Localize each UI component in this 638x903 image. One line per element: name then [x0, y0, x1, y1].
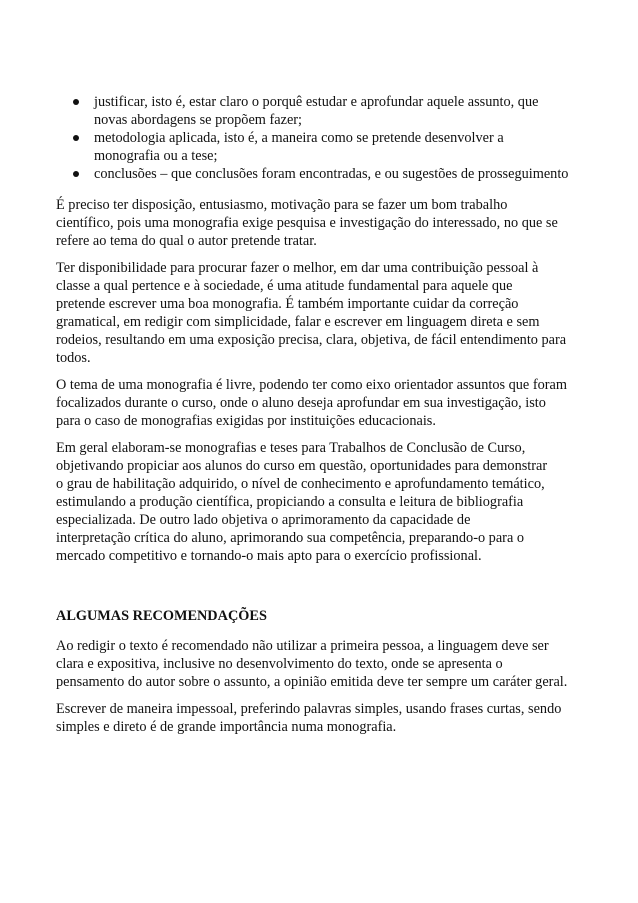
paragraph-line: científico, pois uma monografia exige pesquisa e investigação do interessado, no que se — [56, 215, 558, 231]
paragraph-line: gramatical, em redigir com simplicidade, falar e escrever em linguagem direta e sem — [56, 314, 540, 330]
paragraph-line: Ter disponibilidade para procurar fazer o melhor, em dar uma contribuição pessoal à — [56, 260, 539, 276]
bullet-line: monografia ou a tese; — [94, 148, 218, 164]
bullet-line: metodologia aplicada, isto é, a maneira como se pretende desenvolver a — [94, 130, 504, 146]
paragraph-line: Escrever de maneira impessoal, preferindo palavras simples, usando frases curtas, sendo — [56, 701, 562, 717]
paragraph-line: clara e expositiva, inclusive no desenvolvimento do texto, onde se apresenta o — [56, 656, 503, 672]
paragraph — [56, 700, 596, 736]
paragraph-line: Em geral elaboram-se monografias e teses para Trabalhos de Conclusão de Curso, — [56, 440, 526, 456]
bullet-dot-icon — [73, 135, 79, 141]
bullet-line: novas abordagens se propõem fazer; — [94, 112, 303, 128]
section-heading: ALGUMAS RECOMENDAÇÕES — [56, 608, 267, 624]
paragraph — [56, 439, 596, 565]
paragraph-line: simples e direto é de grande importância numa monografia. — [56, 719, 397, 735]
bullet-item — [56, 165, 596, 183]
paragraph — [56, 637, 596, 691]
paragraph-line: especializada. De outro lado objetiva o aprimoramento da capacidade de — [56, 512, 471, 528]
paragraph-line: interpretação crítica do aluno, aprimorando sua competência, preparando-o para o — [56, 530, 525, 546]
paragraph-line: refere ao tema do qual o autor pretende tratar. — [56, 233, 317, 249]
paragraph — [56, 259, 596, 367]
paragraph-line: O tema de uma monografia é livre, podendo ter como eixo orientador assuntos que foram — [56, 377, 567, 393]
paragraph-line: o grau de habilitação adquirido, o nível de conhecimento e aprofundamento temático, — [56, 476, 545, 492]
bullet-line: justificar, isto é, estar claro o porquê estudar e aprofundar aquele assunto, que — [94, 94, 539, 110]
bullet-dot-icon — [73, 171, 79, 177]
paragraph-line: classe a qual pertence e à sociedade, é uma atitude fundamental para aquele que — [56, 278, 513, 294]
paragraph-line: estimulando a produção científica, propiciando a consulta e leitura de bibliografia — [56, 494, 524, 510]
paragraph-line: para o caso de monografias exigidas por instituições educacionais. — [56, 413, 436, 429]
paragraph — [56, 196, 596, 250]
paragraph-line: É preciso ter disposição, entusiasmo, motivação para se fazer um bom trabalho — [56, 197, 508, 213]
bullet-list — [56, 93, 596, 183]
bullet-item — [56, 129, 596, 165]
bullet-item — [56, 93, 596, 129]
paragraph-line: objetivando propiciar aos alunos do curso em questão, oportunidades para demonstrar — [56, 458, 548, 474]
paragraph-line: Ao redigir o texto é recomendado não utilizar a primeira pessoa, a linguagem deve ser — [56, 638, 549, 654]
bullet-line: conclusões – que conclusões foram encontradas, e ou sugestões de prosseguimento — [94, 166, 569, 182]
paragraph-line: pretende escrever uma boa monografia. É também importante cuidar da correção — [56, 296, 519, 312]
paragraph-line: pensamento do autor sobre o assunto, a opinião emitida deve ter sempre um caráter geral. — [56, 674, 568, 690]
bullet-dot-icon — [73, 99, 79, 105]
paragraph-line: focalizados durante o curso, onde o aluno deseja aprofundar em sua investigação, isto — [56, 395, 546, 411]
paragraph — [56, 376, 596, 430]
paragraph-line: rodeios, resultando em uma exposição precisa, clara, objetiva, de fácil entendimento para — [56, 332, 567, 348]
paragraph-line: todos. — [56, 350, 91, 366]
paragraph-line: mercado competitivo e tornando-o mais apto para o exercício profissional. — [56, 548, 482, 564]
document-page — [56, 93, 596, 736]
